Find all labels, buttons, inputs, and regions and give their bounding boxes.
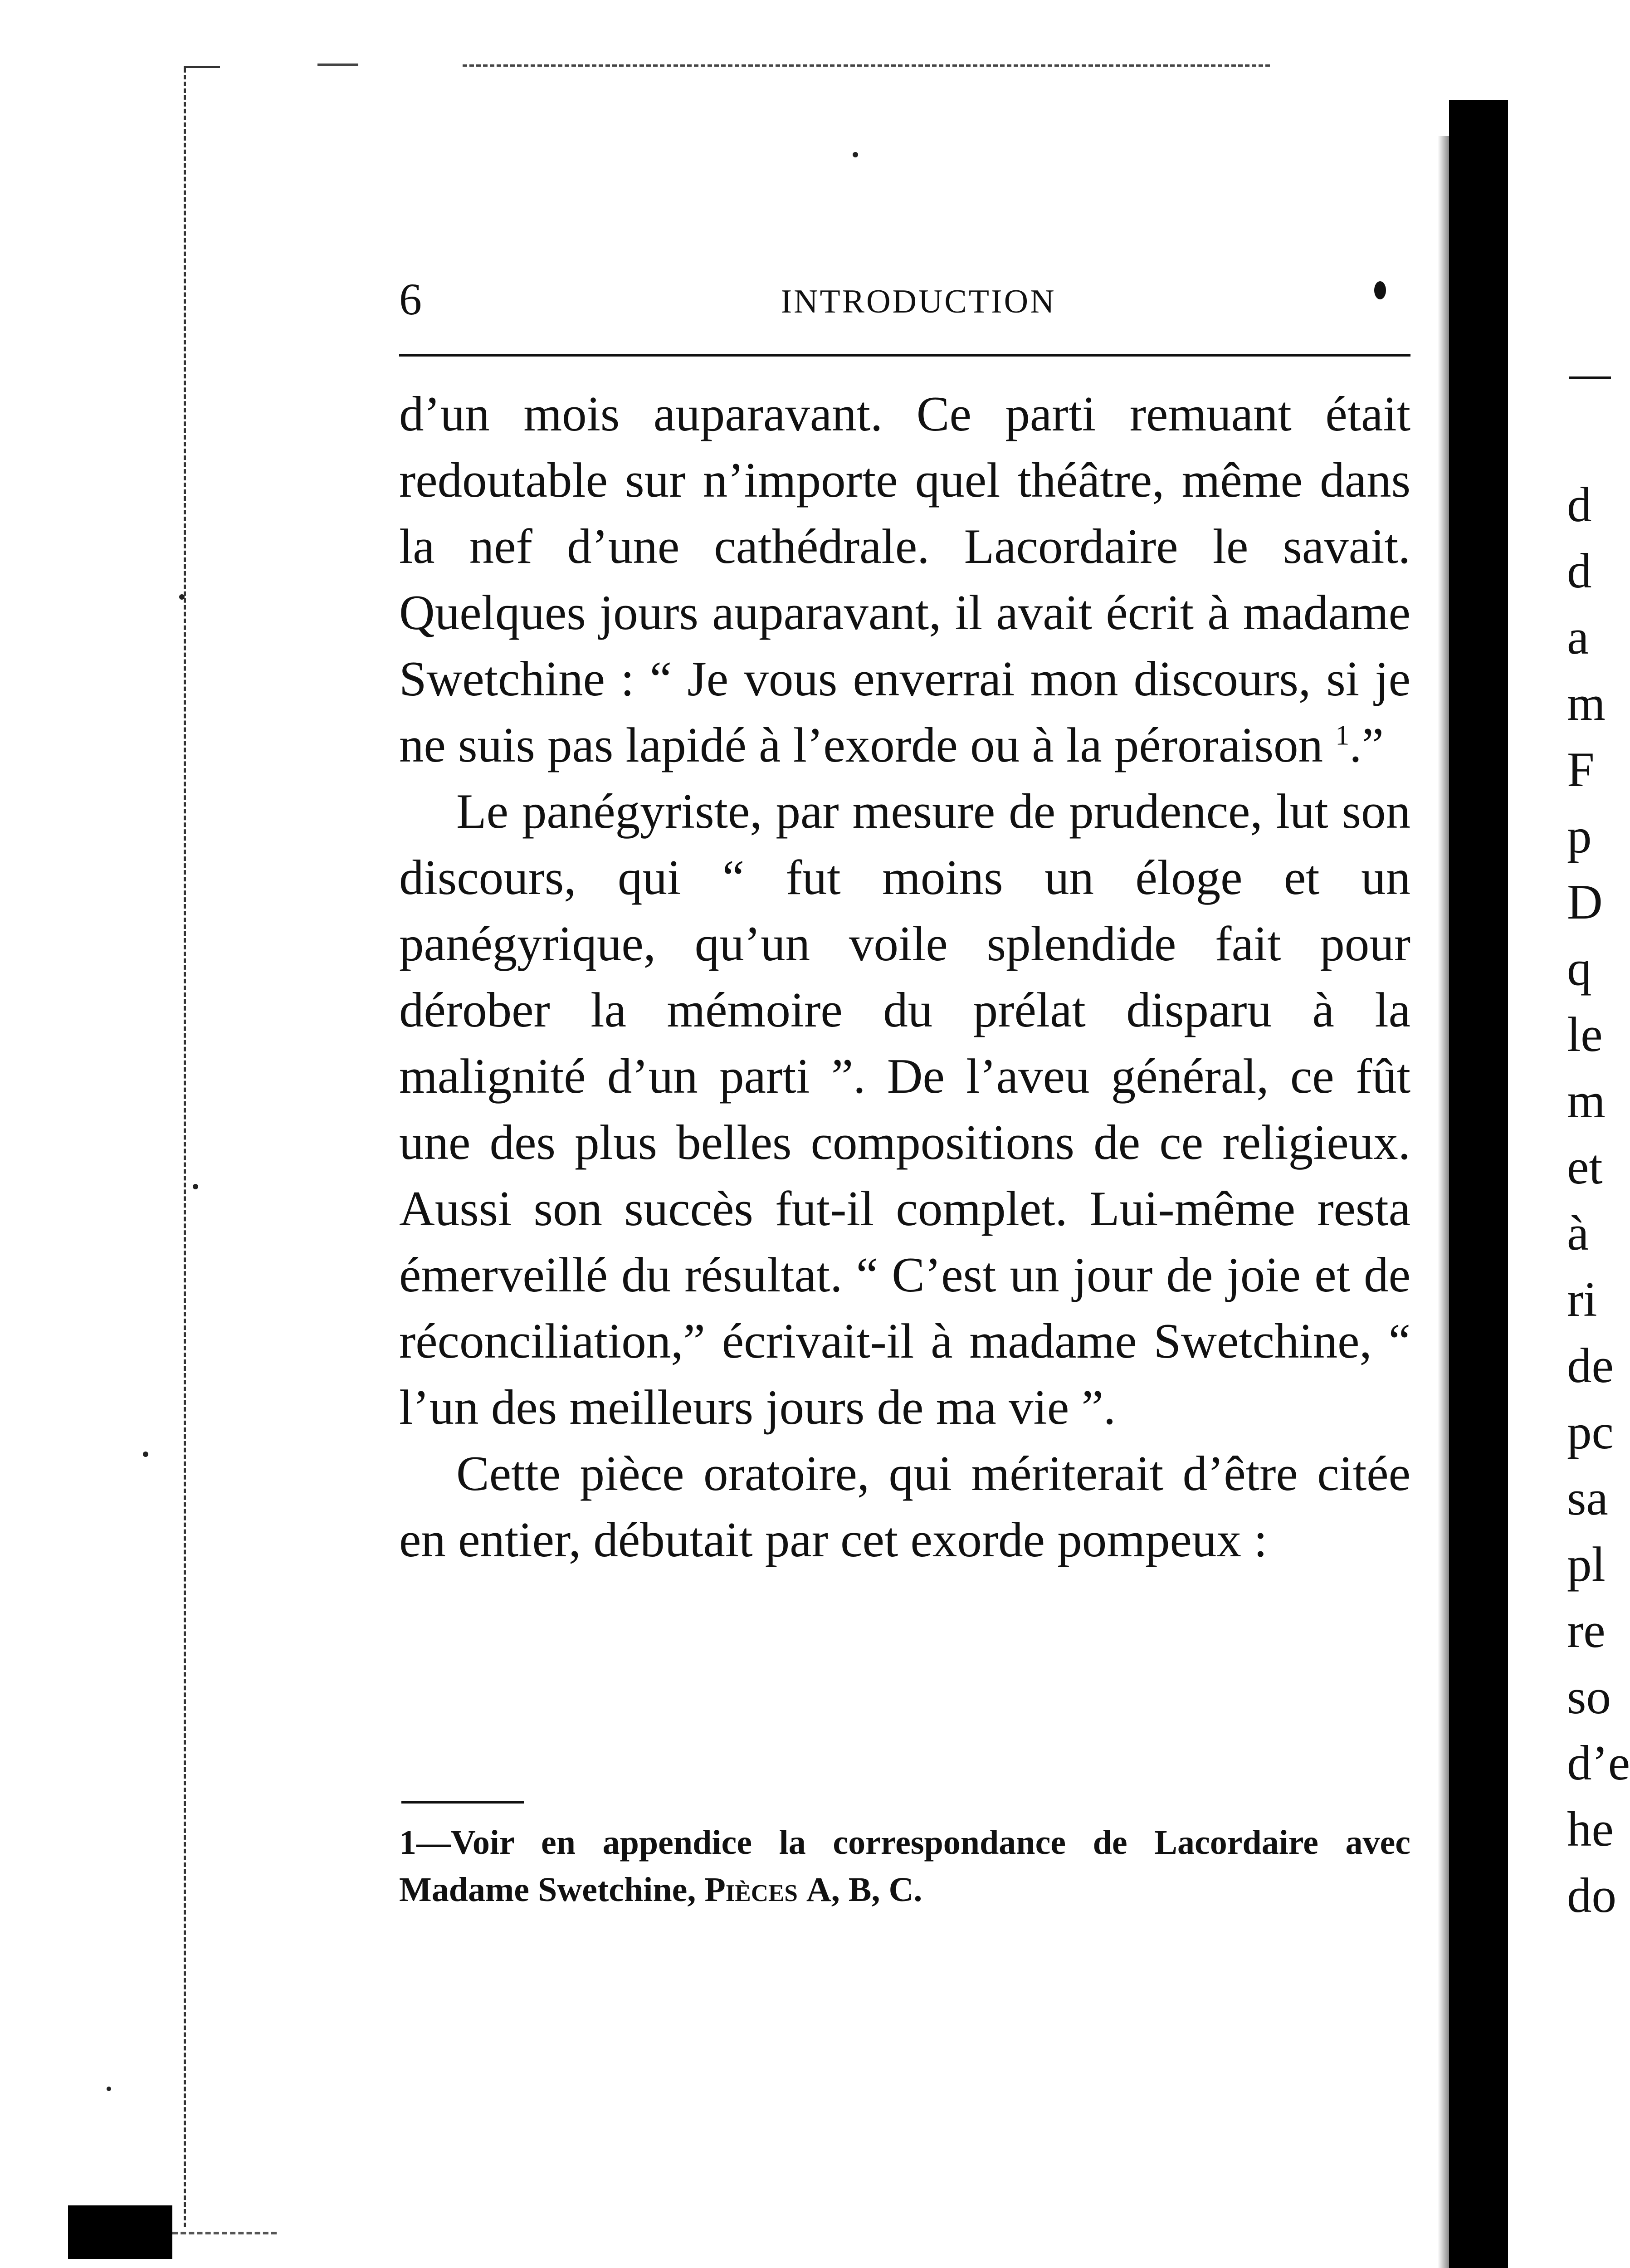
scan-top-corner: [184, 66, 220, 68]
next-page-line: et: [1567, 1139, 1603, 1194]
paragraph-1-text: d’un mois auparavant. Ce parti remuant était redoutable sur n’importe quel théâtre, même dans la nef d’une cathédrale. Lacordaire le savait. Quelques jours auparavant, il avait écrit à madame Swetchine : “ Je vous enverrai mon discours, si je ne suis pas lapidé à l’exorde ou à la péroraison: [399, 386, 1410, 772]
scan-speck: [107, 2087, 111, 2091]
next-page-line: pc: [1567, 1404, 1614, 1459]
next-page-line: so: [1567, 1669, 1611, 1724]
paragraph-3: Cette pièce oratoire, qui mériterait d’être citée en entier, débutait par cet exorde pompeux :: [399, 1446, 1410, 1567]
next-page-line: re: [1567, 1603, 1606, 1658]
running-title: INTRODUCTION: [781, 283, 1056, 320]
scan-bottom-left-shadow: [68, 2205, 172, 2259]
next-page-line: m: [1567, 676, 1606, 731]
next-page-line: sa: [1567, 1471, 1608, 1525]
footnote-text: 1—Voir en appendice la correspondance de Lacordaire avec Madame Swetchine,: [399, 1823, 1410, 1909]
page-number: 6: [399, 274, 422, 324]
next-page-line: d: [1567, 477, 1592, 532]
next-page-line: F: [1567, 742, 1595, 797]
next-page-line: D: [1567, 875, 1603, 929]
next-page-line: le: [1567, 1007, 1603, 1062]
next-page-line: d: [1567, 543, 1592, 598]
next-page-edge: [1567, 472, 1630, 1929]
running-head: [399, 272, 1410, 327]
paragraph-1: [399, 381, 1410, 778]
footnote-reference: 1: [1335, 720, 1350, 751]
next-page-rule: [1569, 376, 1611, 379]
next-page-line: de: [1567, 1338, 1614, 1393]
footnote-pieces-label: Pièces: [704, 1871, 798, 1909]
next-page-line: ri: [1567, 1272, 1597, 1327]
footnote-pieces-letters: A, B, C.: [806, 1871, 922, 1909]
next-page-line: he: [1567, 1802, 1614, 1857]
scan-bottom-streak: [172, 2232, 277, 2234]
scan-top-dashed-line: [463, 64, 1270, 67]
scan-speck: [143, 1452, 148, 1457]
next-page-line: à: [1567, 1206, 1589, 1261]
ink-blot: [1374, 281, 1386, 299]
scan-top-dash: [317, 64, 358, 66]
scan-speck: [179, 594, 185, 600]
paragraph-2: Le panégyriste, par mesure de prudence, lut son discours, qui “ fut moins un éloge et un panégyrique, qu’un voile splendide fait pour dérober la mémoire du prélat disparu à la malignité d’un parti ”. De l’aveu général, ce fût une des plus belles compositions de ce religieux. Aussi son succès fut-il complet. Lui-même resta émerveillé du résultat. “ C’est un jour de joie et de réconciliation,” écrivait-il à madame Swetchine, “ l’un des meilleurs jours de ma vie ”.: [399, 784, 1410, 1435]
scan-left-margin-line: [184, 68, 186, 2227]
scan-gutter-bar: [1449, 100, 1508, 2268]
next-page-line: do: [1567, 1868, 1616, 1923]
next-page-line: q: [1567, 941, 1592, 996]
scan-speck: [193, 1184, 198, 1189]
next-page-line: pl: [1567, 1537, 1606, 1592]
paragraph-1-tail: .”: [1349, 718, 1384, 772]
footnote-rule: [401, 1801, 524, 1804]
next-page-line: m: [1567, 1073, 1606, 1128]
body-text: [399, 381, 1410, 1573]
scan-speck: [853, 152, 858, 157]
next-page-line: d’e: [1567, 1735, 1630, 1790]
next-page-line: a: [1567, 610, 1589, 665]
header-rule: [399, 354, 1410, 357]
footnote: [399, 1819, 1410, 1913]
next-page-line: p: [1567, 808, 1592, 863]
